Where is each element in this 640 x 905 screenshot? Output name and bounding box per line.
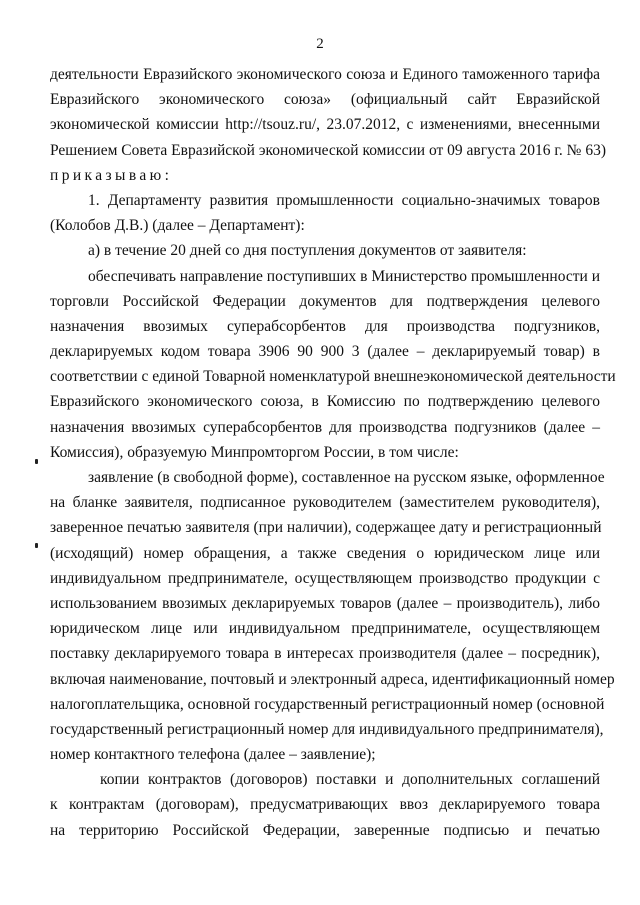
text-line: Евразийского экономического союза» (официальный сайт Евразийской bbox=[50, 91, 600, 109]
text-line: Евразийского экономического союза, в Комиссию по подтверждению целевого bbox=[50, 393, 600, 411]
scan-mark bbox=[35, 459, 38, 464]
text-line: заявление (в свободной форме), составленное на русском языке, оформленное bbox=[88, 469, 605, 486]
text-line: юридическом лице или индивидуальном предпринимателе, осуществляющем bbox=[50, 620, 600, 638]
text-line: назначения ввозимых суперабсорбентов для производства подгузников, bbox=[50, 317, 600, 335]
text-line: торговли Российской Федерации документов для подтверждения целевого bbox=[50, 292, 600, 310]
text-line: (Колобов Д.В.) (далее – Департамент): bbox=[50, 217, 305, 235]
text-line: поставку декларируемого товара в интересах производителя (далее – посредник), bbox=[50, 645, 600, 663]
text-line: Комиссия), образуемую Минпромторгом России, в том числе: bbox=[50, 443, 459, 461]
text-line: на территорию Российской Федерации, заверенные подписью и печатью bbox=[50, 821, 600, 839]
text-line: декларируемых кодом товара 3906 90 900 3 (далее – декларируемый товар) в bbox=[50, 343, 600, 361]
text-line: деятельности Евразийского экономического союза и Единого таможенного тарифа bbox=[50, 66, 600, 83]
text-line: 1. Департаменту развития промышленности социально-значимых товаров bbox=[88, 191, 600, 209]
text-line: а) в течение 20 дней со дня поступления документов от заявителя: bbox=[88, 242, 527, 260]
text-line: соответствии с единой Товарной номенклатурой внешнеэкономической деятельности bbox=[50, 368, 616, 386]
text-line: (исходящий) номер обращения, а также сведения о юридическом лице или bbox=[50, 544, 600, 562]
text-line: копии контрактов (договоров) поставки и дополнительных соглашений bbox=[100, 771, 600, 789]
text-line: экономической комиссии http://tsouz.ru/, 23.07.2012, с изменениями, внесенными bbox=[50, 116, 600, 134]
page-number: 2 bbox=[316, 36, 324, 52]
text-line: номер контактного телефона (далее – заявление); bbox=[50, 746, 376, 764]
text-line: налогоплательщика, основной государственный регистрационный номер (основной bbox=[50, 695, 605, 713]
text-line: включая наименование, почтовый и электронный адреса, идентификационный номер bbox=[50, 670, 615, 688]
order-keyword: приказываю: bbox=[50, 166, 173, 184]
text-line: на бланке заявителя, подписанное руководителем (заместителем руководителя), bbox=[50, 494, 600, 512]
text-line: Решением Совета Евразийской экономической комиссии от 09 августа 2016 г. № 63) bbox=[50, 141, 607, 159]
text-line: обеспечивать направление поступивших в Министерство промышленности и bbox=[88, 267, 600, 285]
text-line: государственный регистрационный номер для индивидуального предпринимателя), bbox=[50, 720, 604, 738]
text-line: заверенное печатью заявителя (при наличии), содержащее дату и регистрационный bbox=[50, 519, 602, 537]
text-line: индивидуальном предпринимателе, осуществляющем производство продукции с bbox=[50, 569, 600, 587]
text-line: назначения ввозимых суперабсорбентов для производства подгузников (далее – bbox=[50, 418, 600, 436]
text-line: к контрактам (договорам), предусматривающих ввоз декларируемого товара bbox=[50, 796, 600, 814]
document-body bbox=[50, 62, 616, 843]
scan-mark bbox=[35, 543, 38, 548]
text-line: использованием ввозимых декларируемых товаров (далее – производитель), либо bbox=[50, 594, 600, 612]
